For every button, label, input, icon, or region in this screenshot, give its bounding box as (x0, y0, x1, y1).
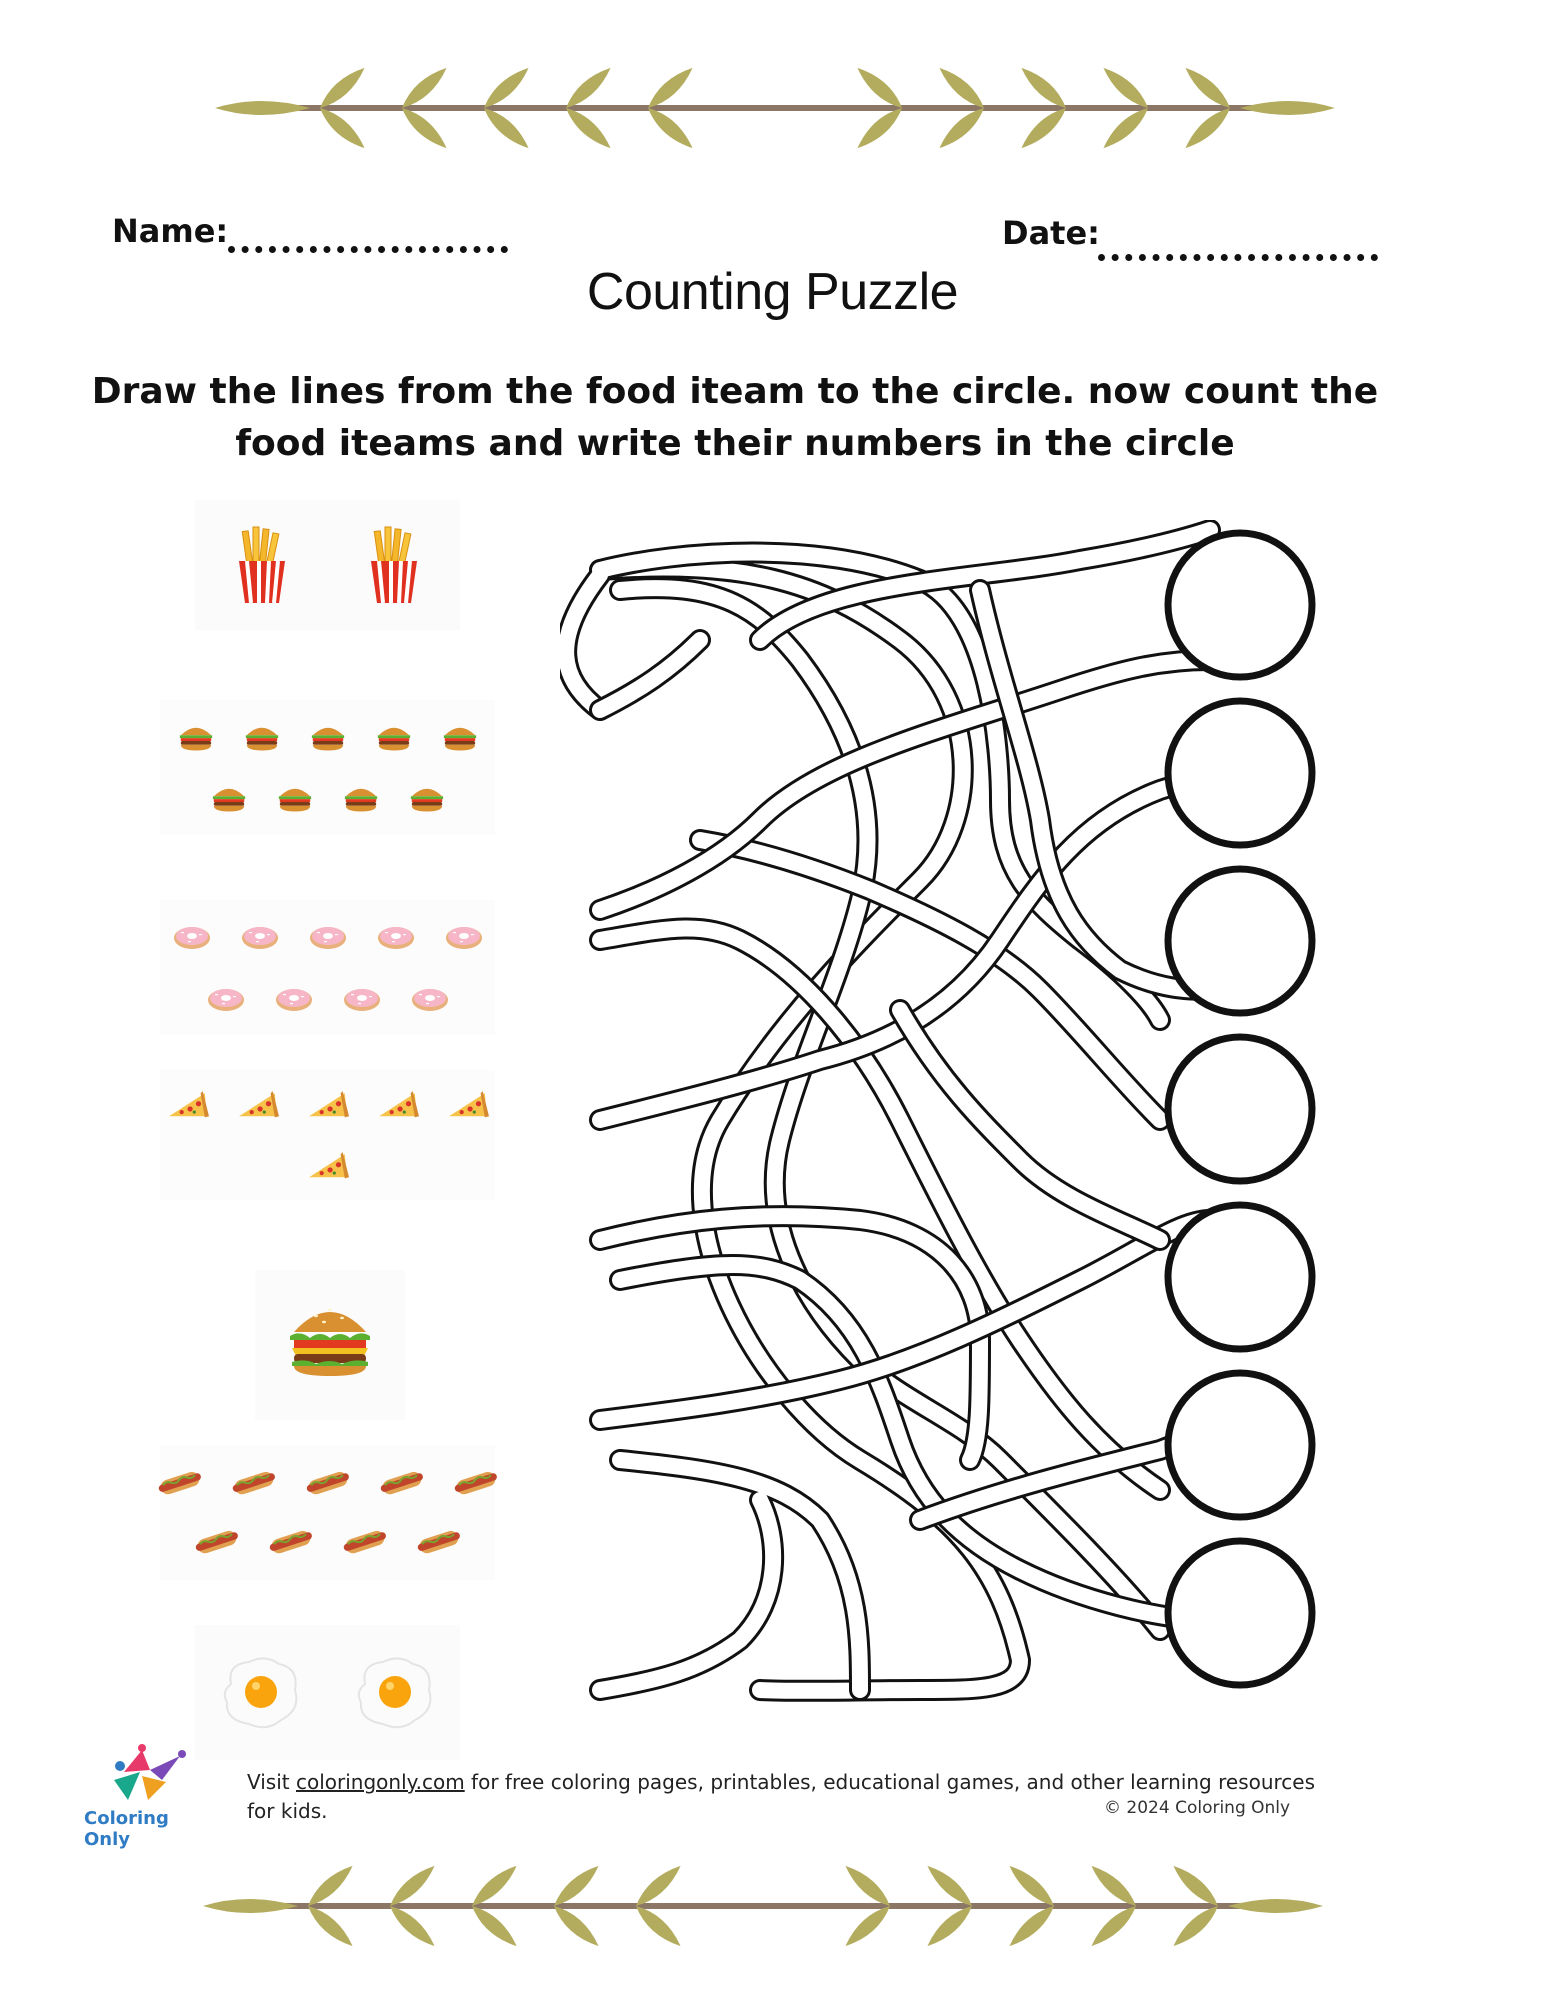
burger-icon (243, 722, 281, 752)
fries-icon (363, 525, 425, 605)
maze-path (600, 1460, 860, 1690)
leaf-icon (1228, 1899, 1323, 1913)
leaf-icon (203, 1899, 298, 1913)
donut-icon (444, 923, 484, 951)
hotdog-icon (453, 1467, 499, 1499)
answer-circle[interactable] (1168, 1541, 1312, 1685)
date-label: Date: (1002, 214, 1100, 252)
fried-egg-icon (353, 1654, 437, 1732)
answer-circle[interactable] (1168, 1205, 1312, 1349)
top-leaf-branch (210, 40, 1340, 190)
hotdog-icon (268, 1526, 314, 1558)
hotdog-icon (342, 1526, 388, 1558)
hotdog-icon (379, 1467, 425, 1499)
burger-icon (342, 783, 380, 813)
pizza-slice-icon (307, 1150, 349, 1182)
maze-path (600, 660, 1210, 910)
page-title: Counting Puzzle (586, 263, 959, 321)
name-field[interactable] (228, 246, 508, 253)
answer-circles (1150, 520, 1330, 1720)
burger-icon (177, 722, 215, 752)
answer-circle[interactable] (1168, 1373, 1312, 1517)
pizza-slice-icon (307, 1089, 349, 1121)
burger-icon (408, 783, 446, 813)
donut-icon (172, 923, 212, 951)
pizza-slice-icon (377, 1089, 419, 1121)
pizza-slice-icon (167, 1089, 209, 1121)
burger-icon (309, 722, 347, 752)
hotdog-icon (194, 1526, 240, 1558)
maze-path (620, 1265, 1210, 1620)
instructions: Draw the lines from the food iteam to the circle. now count the food iteams and write their numbers in the circle (91, 371, 1379, 464)
food-group-hotdogs (160, 1445, 495, 1580)
donut-icon (410, 985, 450, 1013)
fries-icon (231, 525, 293, 605)
food-group-big-burger (255, 1270, 405, 1420)
burger-icon (375, 722, 413, 752)
date-field[interactable] (1098, 254, 1378, 261)
hotdog-icon (157, 1467, 203, 1499)
food-group-pizza (160, 1070, 495, 1200)
burger-icon (276, 783, 314, 813)
food-group-burgers (160, 700, 495, 835)
donut-icon (342, 985, 382, 1013)
footer-visit-suffix: for free coloring pages, printables, educational games, and other learning resources for kids. (247, 1770, 1316, 1823)
food-group-donuts (160, 900, 495, 1035)
pizza-slice-icon (447, 1089, 489, 1121)
burger-icon (441, 722, 479, 752)
logo-star-icon (84, 1742, 214, 1802)
coloring-only-logo (84, 1742, 214, 1850)
copyright: © 2024 Coloring Only (1104, 1798, 1291, 1818)
footer-visit-prefix: Visit (247, 1770, 296, 1794)
answer-circle[interactable] (1168, 869, 1312, 1013)
burger-icon (210, 783, 248, 813)
donut-icon (308, 923, 348, 951)
footer-link[interactable]: coloringonly.com (295, 1770, 465, 1794)
donut-icon (376, 923, 416, 951)
bottom-leaf-branch (198, 1838, 1328, 1988)
leaf-icon (215, 101, 310, 115)
answer-circle[interactable] (1168, 1037, 1312, 1181)
burger-icon (286, 1298, 374, 1378)
food-group-eggs (195, 1625, 460, 1760)
fried-egg-icon (219, 1654, 303, 1732)
logo-text: Coloring Only (84, 1808, 169, 1850)
answer-circle[interactable] (1168, 533, 1312, 677)
leaf-icon (1240, 101, 1335, 115)
hotdog-icon (231, 1467, 277, 1499)
answer-circle[interactable] (1168, 701, 1312, 845)
hotdog-icon (416, 1526, 462, 1558)
donut-icon (206, 985, 246, 1013)
donut-icon (240, 923, 280, 951)
name-label: Name: (112, 212, 229, 250)
hotdog-icon (305, 1467, 351, 1499)
pizza-slice-icon (237, 1089, 279, 1121)
food-group-fries (195, 500, 460, 630)
donut-icon (274, 985, 314, 1013)
